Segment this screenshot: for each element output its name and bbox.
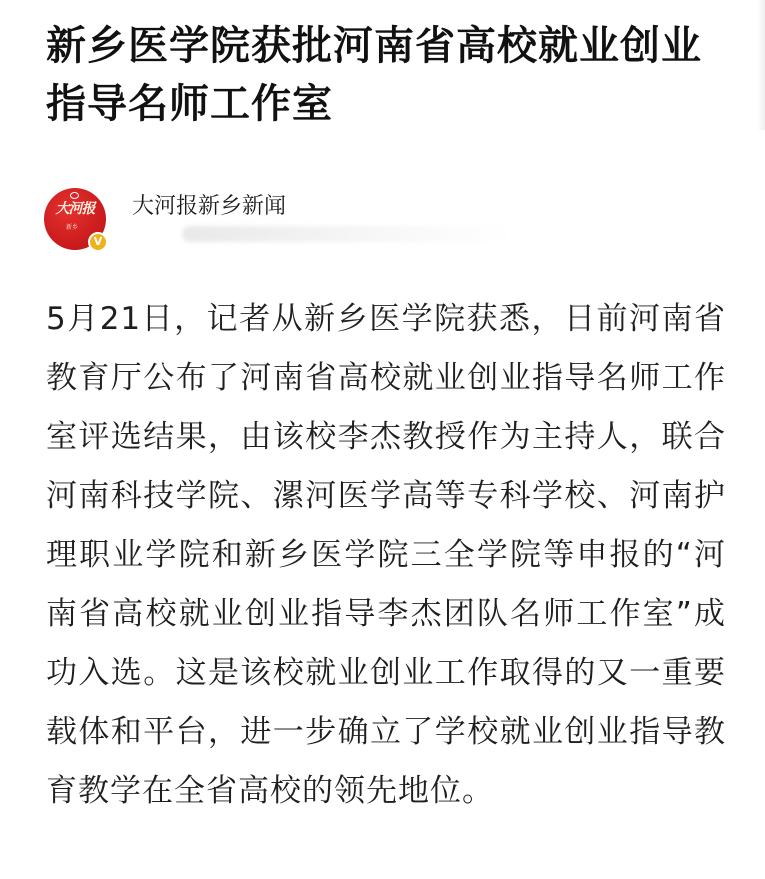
verified-badge-icon: V <box>88 232 108 252</box>
source-meta-blurred <box>182 226 512 242</box>
logo-ring-icon <box>70 192 79 199</box>
edge-shadow <box>757 0 765 130</box>
article-body: 5月21日，记者从新乡医学院获悉，日前河南省教育厅公布了河南省高校就业创业指导名师工作室评选结果，由该校李杰教授作为主持人，联合河南科技学院、漯河医学高等专科学校、河南护理职业学院和新乡医学院三全学院等申报的“河南省高校就业创业指导李杰团队名师工作室”成功入选。这是该校就业创业工作取得的又一重要载体和平台，进一步确立了学校就业创业指导教育教学在全省高校的领先地位。 <box>46 301 726 809</box>
source-name[interactable]: 大河报新乡新闻 <box>132 194 287 219</box>
article-headline: 新乡医学院获批河南省高校就业创业指导名师工作室 <box>46 23 702 127</box>
author-row[interactable] <box>44 188 724 258</box>
source-logo-text: 大河报 <box>55 201 95 217</box>
source-logo-subtext: 新乡 <box>65 224 78 231</box>
